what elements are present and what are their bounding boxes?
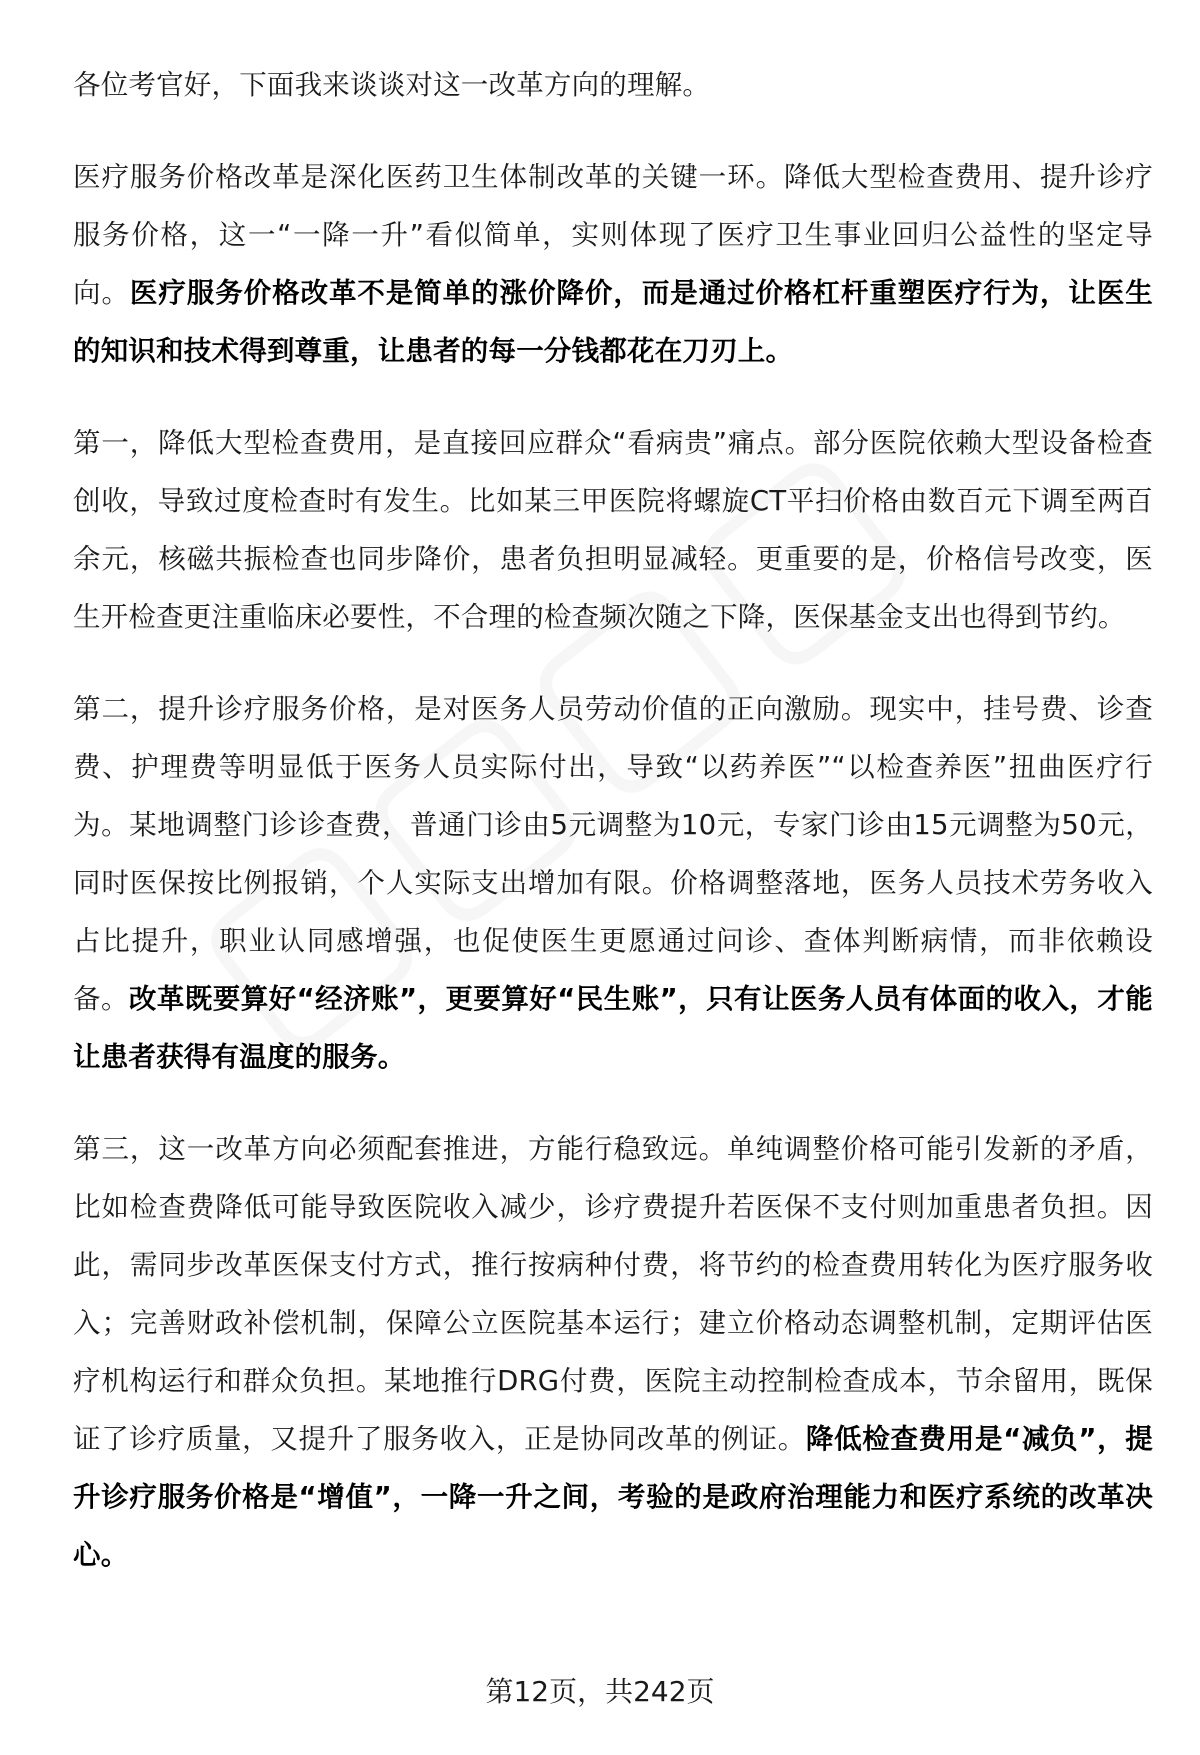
paragraph-1-bold: 医疗服务价格改革不是简单的涨价降价，而是通过价格杠杆重塑医疗行为，让医生的知识和技术得到尊重，让患者的每一分钱都花在刀刃上。: [73, 277, 1153, 367]
paragraph-2-text: 第一，降低大型检查费用，是直接回应群众“看病贵”痛点。部分医院依赖大型设备检查创收，导致过度检查时有发生。比如某三甲医院将螺旋CT平扫价格由数百元下调至两百余元，核磁共振检查也同步降价，患者负担明显减轻。更重要的是，价格信号改变，医生开检查更注重临床必要性，不合理的检查频次随之下降，医保基金支出也得到节约。: [73, 427, 1153, 633]
paragraph-3-bold: 改革既要算好“经济账”，更要算好“民生账”，只有让医务人员有体面的收入，才能让患者获得有温度的服务。: [73, 983, 1153, 1073]
paragraph-3: [73, 680, 1153, 1086]
paragraph-3-text: 第二，提升诊疗服务价格，是对医务人员劳动价值的正向激励。现实中，挂号费、诊查费、护理费等明显低于医务人员实际付出，导致“以药养医”“以检查养医”扭曲医疗行为。某地调整门诊诊查费，普通门诊由5元调整为10元，专家门诊由15元调整为50元，同时医保按比例报销，个人实际支出增加有限。价格调整落地，医务人员技术劳务收入占比提升，职业认同感增强，也促使医生更愿通过问诊、查体判断病情，而非依赖设备。: [73, 693, 1153, 1015]
paragraph-4-text: 第三，这一改革方向必须配套推进，方能行稳致远。单纯调整价格可能引发新的矛盾，比如检查费降低可能导致医院收入减少，诊疗费提升若医保不支付则加重患者负担。因此，需同步改革医保支付方式，推行按病种付费，将节约的检查费用转化为医疗服务收入；完善财政补偿机制，保障公立医院基本运行；建立价格动态调整机制，定期评估医疗机构运行和群众负担。某地推行DRG付费，医院主动控制检查成本，节余留用，既保证了诊疗质量，又提升了服务收入，正是协同改革的例证。: [73, 1133, 1153, 1455]
paragraph-1-text: 医疗服务价格改革是深化医药卫生体制改革的关键一环。降低大型检查费用、提升诊疗服务价格，这一“一降一升”看似简单，实则体现了医疗卫生事业回归公益性的坚定导向。: [73, 161, 1153, 309]
page-number-footer: 第12页，共242页: [485, 1675, 715, 1708]
paragraph-4-bold: 降低检查费用是“减负”，提升诊疗服务价格是“增值”，一降一升之间，考验的是政府治理能力和医疗系统的改革决心。: [73, 1423, 1153, 1571]
paragraph-2: [73, 414, 1153, 646]
paragraph-1: [73, 148, 1153, 380]
document-body: [73, 56, 1153, 1618]
intro-paragraph: 各位考官好，下面我来谈谈对这一改革方向的理解。: [73, 69, 711, 101]
paragraph-4: [73, 1120, 1153, 1584]
